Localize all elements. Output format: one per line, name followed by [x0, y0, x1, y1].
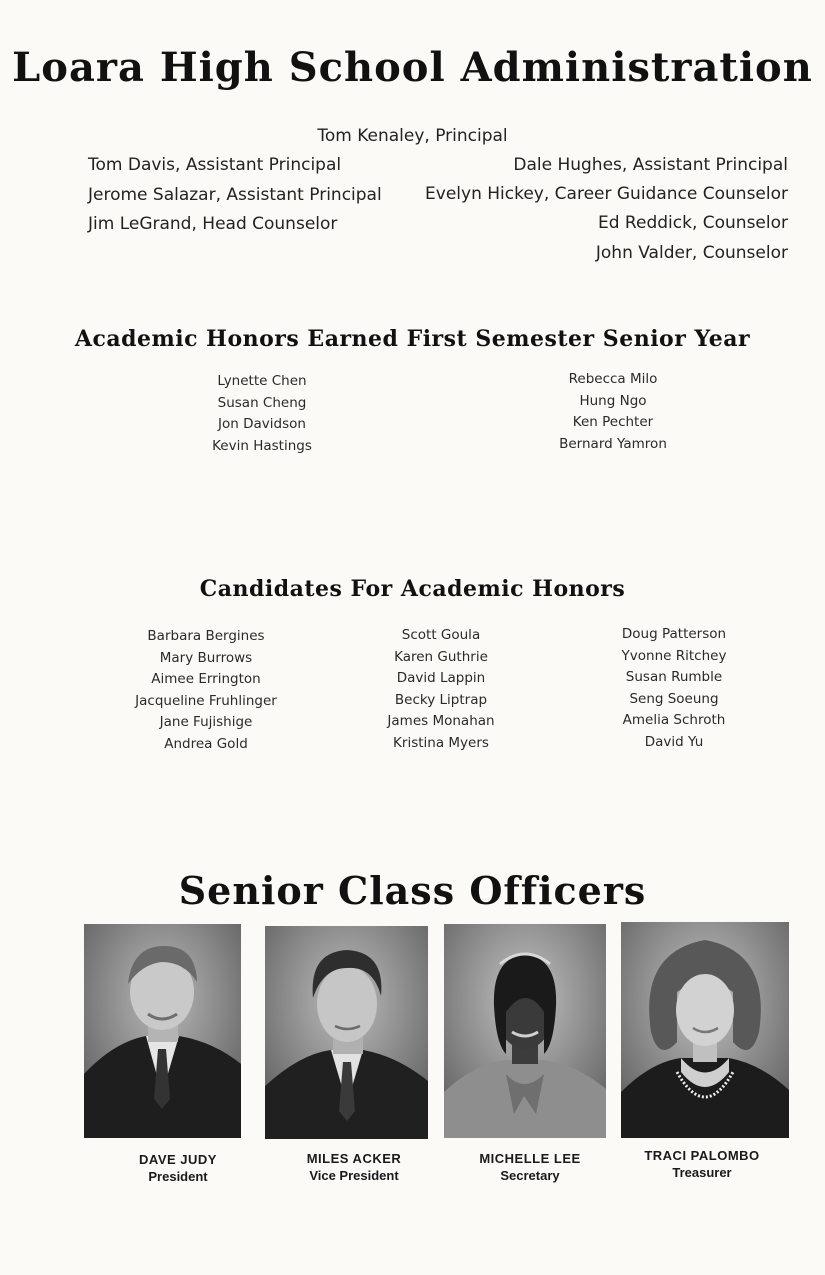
list-item: Kristina Myers: [393, 734, 489, 751]
list-item: Becky Liptrap: [394, 691, 488, 708]
list-item: James Monahan: [387, 713, 495, 729]
senior-officers-title: Senior Class Officers: [178, 868, 647, 913]
officer-photo-vice-president: [265, 926, 428, 1139]
list-item: Susan Cheng: [217, 394, 307, 411]
candidates-title: Candidates For Academic Honors: [199, 576, 626, 602]
officer-photo-treasurer: [621, 922, 789, 1138]
officer-role: Treasurer: [672, 1165, 732, 1180]
list-item: Karen Guthrie: [394, 648, 488, 665]
admin-right-1: Dale Hughes, Assistant Principal: [513, 155, 788, 175]
officer-name: MICHELLE LEE: [479, 1151, 581, 1166]
admin-left-3: Jim LeGrand, Head Counselor: [88, 214, 338, 234]
officer-caption-treasurer: [612, 1148, 792, 1180]
list-item: Hung Ngo: [579, 392, 647, 409]
officer-caption-vice-president: [264, 1151, 444, 1183]
list-item: Bernard Yamron: [559, 435, 667, 452]
officer-name: DAVE JUDY: [139, 1152, 217, 1167]
admin-right-4: John Valder, Counselor: [595, 243, 788, 263]
officer-name: MILES ACKER: [306, 1151, 402, 1166]
officer-photo-president: [84, 924, 241, 1138]
list-item: Mary Burrows: [159, 649, 253, 666]
honors-list-left: [162, 371, 362, 457]
list-item: David Lappin: [396, 670, 486, 686]
list-item: David Yu: [644, 733, 704, 750]
principal-line: Tom Kenaley, Principal: [317, 126, 508, 146]
candidates-column-3: [574, 624, 774, 753]
list-item: Doug Patterson: [621, 626, 727, 642]
list-item: Susan Rumble: [625, 669, 723, 685]
officer-role: Vice President: [309, 1168, 399, 1183]
list-item: Amelia Schroth: [622, 712, 726, 728]
admin-left-2: Jerome Salazar, Assistant Principal: [88, 185, 382, 205]
list-item: Ken Pechter: [572, 414, 654, 430]
list-item: Seng Soeung: [629, 690, 719, 707]
honors-list-right: [513, 369, 713, 455]
list-item: Lynette Chen: [217, 373, 307, 389]
admin-right-2: Evelyn Hickey, Career Guidance Counselor: [425, 184, 788, 204]
administration-title: Loara High School Administration: [12, 44, 813, 91]
admin-left-1: Tom Davis, Assistant Principal: [88, 155, 342, 175]
list-item: Jon Davidson: [218, 416, 306, 432]
list-item: Andrea Gold: [164, 735, 248, 752]
admin-right-3: Ed Reddick, Counselor: [598, 213, 788, 233]
list-item: Aimee Errington: [151, 671, 261, 687]
list-item: Scott Goula: [401, 627, 481, 643]
officer-caption-president: [88, 1152, 268, 1184]
list-item: Yvonne Ritchey: [621, 647, 727, 664]
list-item: Rebecca Milo: [568, 371, 658, 387]
academic-honors-title: Academic Honors Earned First Semester Senior Year: [74, 326, 751, 352]
officer-role: Secretary: [500, 1168, 560, 1183]
officer-name: TRACI PALOMBO: [644, 1148, 760, 1163]
officer-caption-secretary: [440, 1151, 620, 1183]
list-item: Jane Fujishige: [159, 714, 253, 730]
candidates-column-2: [341, 625, 541, 754]
officer-photo-secretary: [444, 924, 606, 1138]
officer-role: President: [148, 1169, 208, 1184]
list-item: Jacqueline Fruhlinger: [135, 692, 277, 709]
candidates-column-1: [106, 626, 306, 755]
list-item: Kevin Hastings: [212, 437, 312, 454]
list-item: Barbara Bergines: [147, 628, 265, 644]
